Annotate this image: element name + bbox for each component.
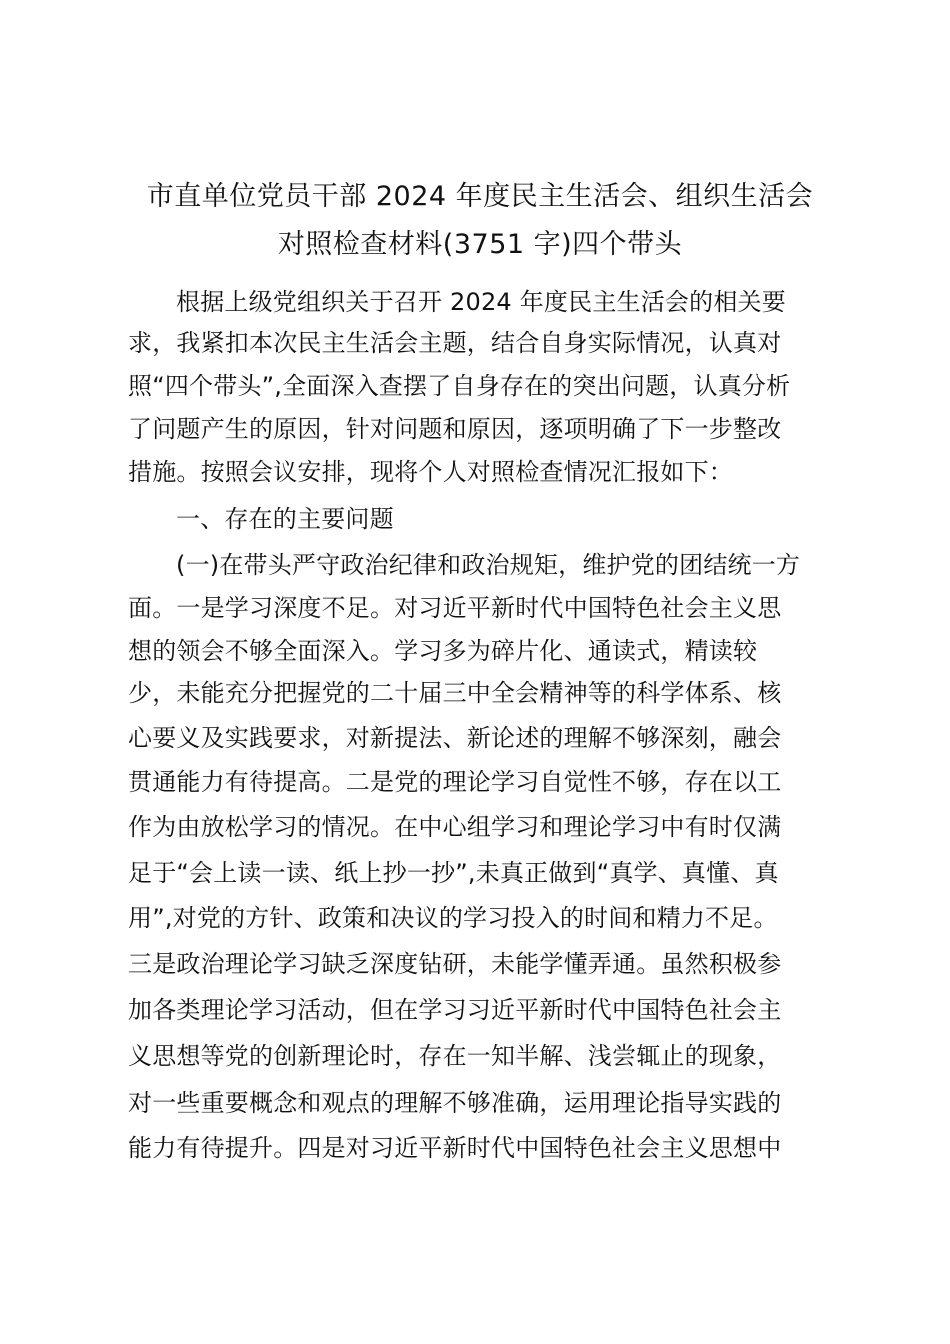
intro-paragraph-line-2: 求，我紧扣本次民主生活会主题，结合自身实际情况，认真对 — [128, 329, 782, 357]
section-paragraph-line-4: 少，未能充分把握党的二十届三中全会精神等的科学体系、核 — [128, 679, 782, 707]
section-paragraph-line-2: 面。一是学习深度不足。对习近平新时代中国特色社会主义思 — [128, 594, 782, 622]
section-paragraph-line-9: 用”,对党的方针、政策和决议的学习投入的时间和精力不足。 — [128, 904, 778, 932]
intro-paragraph-line-3: 照“四个带头”,全面深入查摆了自身存在的突出问题，认真分析 — [128, 372, 791, 400]
section-paragraph-line-7: 作为由放松学习的情况。在中心组学习和理论学习中有时仅满 — [128, 813, 782, 841]
section-paragraph-line-3: 想的领会不够全面深入。学习多为碎片化、通读式，精读较 — [128, 637, 758, 665]
document-title-line-2: 对照检查材料(3751 字)四个带头 — [277, 229, 683, 260]
intro-paragraph-line-5: 措施。按照会议安排，现将个人对照检查情况汇报如下： — [128, 458, 733, 486]
section-heading: 一、存在的主要问题 — [176, 505, 394, 533]
intro-paragraph-line-4: 了问题产生的原因，针对问题和原因，逐项明确了下一步整改 — [128, 415, 782, 443]
section-paragraph-line-8: 足于“会上读一读、纸上抄一抄”,未真正做到“真学、真懂、真 — [128, 859, 779, 887]
section-paragraph-line-14: 能力有待提升。四是对习近平新时代中国特色社会主义思想中 — [128, 1134, 782, 1162]
section-paragraph-line-13: 对一些重要概念和观点的理解不够准确，运用理论指导实践的 — [128, 1089, 782, 1117]
section-paragraph-line-6: 贯通能力有待提高。二是党的理论学习自觉性不够，存在以工 — [128, 768, 782, 796]
section-paragraph-line-12: 义思想等党的创新理论时，存在一知半解、浅尝辄止的现象， — [128, 1042, 782, 1070]
section-paragraph-line-1: (一)在带头严守政治纪律和政治规矩，维护党的团结统一方 — [176, 551, 801, 579]
document-title-line-1: 市直单位党员干部 2024 年度民主生活会、组织生活会 — [146, 181, 814, 212]
intro-paragraph-line-1: 根据上级党组织关于召开 2024 年度民主生活会的相关要 — [176, 288, 786, 316]
section-paragraph-line-11: 加各类理论学习活动，但在学习习近平新时代中国特色社会主 — [128, 996, 782, 1024]
section-paragraph-line-5: 心要义及实践要求，对新提法、新论述的理解不够深刻，融会 — [128, 724, 782, 752]
section-paragraph-line-10: 三是政治理论学习缺乏深度钻研，未能学懂弄通。虽然积极参 — [128, 950, 782, 978]
